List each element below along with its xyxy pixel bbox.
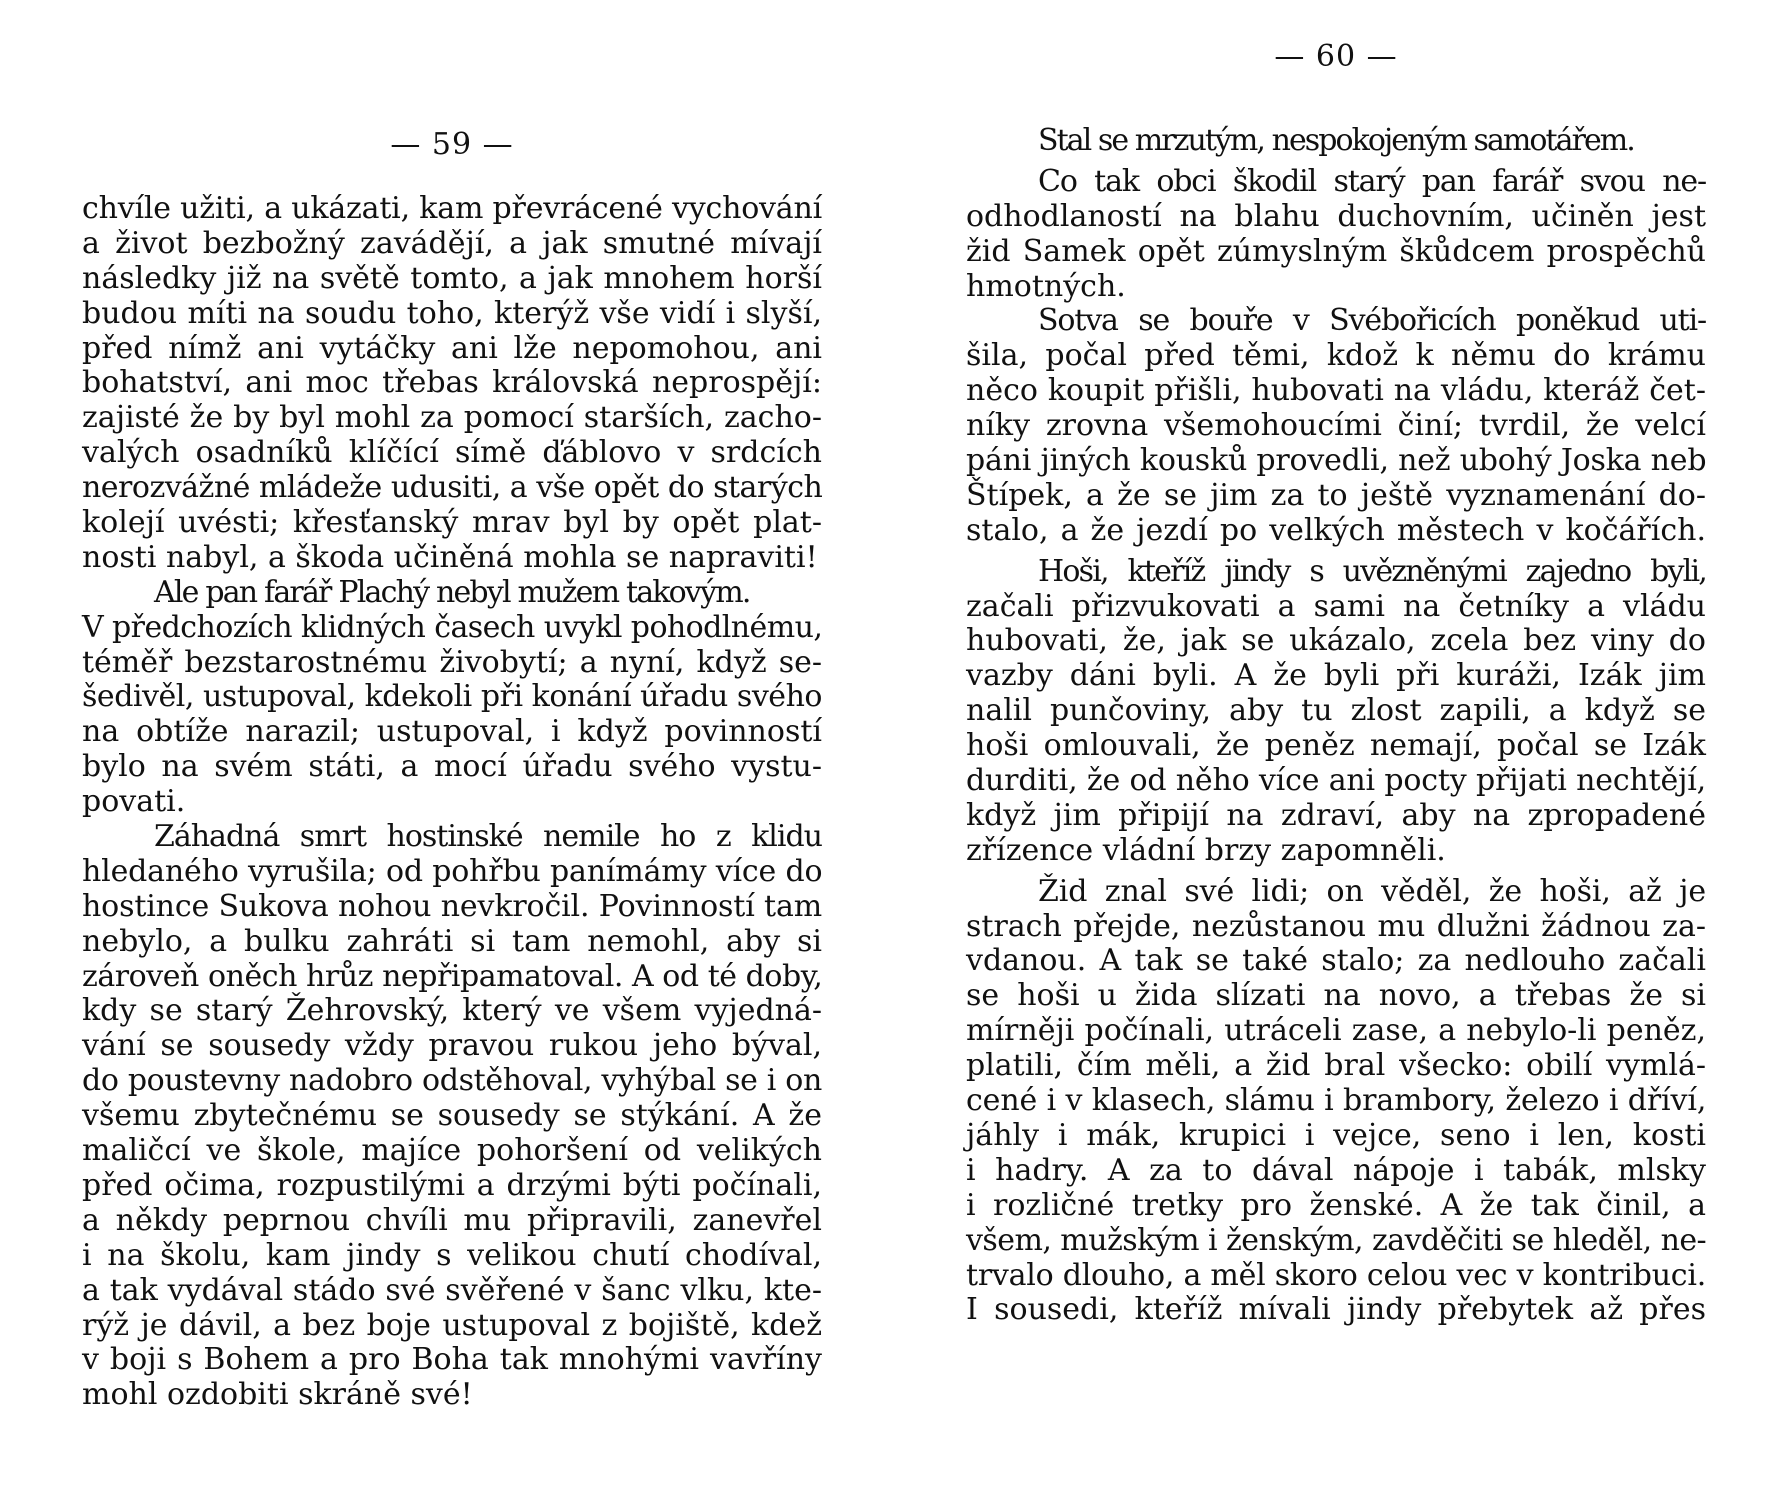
text-line: na obtíže narazil; ustupoval, i když povinností [82, 714, 822, 750]
text-line: v boji s Bohem a pro Boha tak mnohými vavříny [82, 1342, 822, 1378]
text-line: nebylo, a bulku zahráti si tam nemohl, aby si [82, 923, 822, 959]
text-line: do poustevny nadobro odstěhoval, vyhýbal se i on [82, 1063, 822, 1099]
text-line: kolejí uvésti; křesťanský mrav byl by opět plat- [82, 505, 822, 541]
text-line: Stal se mrzutým, nespokojeným samotářem. [1038, 123, 1634, 158]
text-line: před očima, rozpustilými a drzými býti počínali, [82, 1167, 822, 1203]
text-line: povati. [82, 784, 186, 820]
text-line: stalo, a že jezdí po velkých městech v kočářích. [966, 512, 1706, 548]
text-line: hubovati, že, jak se ukázalo, zcela bez viny do [966, 623, 1706, 659]
text-line: hostince Sukova nohou nevkročil. Povinností tam [82, 888, 822, 924]
text-line: i hadry. A za to dával nápoje i tabák, mlsky [966, 1152, 1706, 1188]
text-line: zajisté že by byl mohl za pomocí starších, zacho- [82, 400, 822, 436]
text-line: i rozličné tretky pro ženské. A že tak činil, a [966, 1187, 1706, 1223]
text-line: zřízence vládní brzy zapomněli. [966, 832, 1446, 868]
text-line: i na školu, kam jindy s velikou chutí chodíval, [82, 1237, 822, 1273]
page-number-right: — 60 — [1274, 39, 1398, 74]
text-line: budou míti na soudu toho, kterýž vše vidí i slyší, [82, 295, 822, 331]
text-line: cené i v klasech, slámu i brambory, železo i dříví, [966, 1083, 1707, 1119]
text-line: Hoši, kteříž jindy s uvězněnými zajedno byli, [1038, 553, 1706, 589]
text-line: se hoši u žida slízati na novo, a třebas že si [966, 978, 1706, 1014]
text-line: trvalo dlouho, a měl skoro celou vec v kontribuci. [966, 1257, 1706, 1293]
text-line: Žid znal své lidi; on věděl, že hoši, až je [1038, 873, 1706, 909]
text-line: vazby dáni byli. A že byli při kuráži, Izák jim [966, 658, 1706, 694]
text-line: a někdy peprnou chvíli mu připravili, zanevřel [82, 1202, 822, 1238]
text-line: šedivěl, ustupoval, kdekoli při konání úřadu svého [82, 679, 822, 715]
text-line: žid Samek opět zúmyslným škůdcem prospěchů [966, 233, 1706, 269]
text-line: začali přizvukovati a sami na četníky a vládu [966, 588, 1706, 624]
text-line: před nímž ani vytáčky ani lže nepomohou, ani [82, 330, 822, 366]
text-line: nosti nabyl, a škoda učiněná mohla se napraviti! [82, 539, 818, 575]
text-line: chvíle užiti, a ukázati, kam převrácené vychování [82, 191, 822, 226]
text-line: následky již na světě tomto, a jak mnohem horší [82, 260, 822, 296]
text-line: níky zrovna všemohoucími činí; tvrdil, že velcí [966, 408, 1706, 444]
text-line: Co tak obci škodil starý pan farář svou ne- [1038, 163, 1706, 199]
text-line: jáhly i mák, krupici i vejce, seno i len, kosti [966, 1117, 1706, 1153]
text-line: nerozvážné mládeže udusiti, a vše opět do starých [82, 470, 823, 506]
text-line: hoši omlouvali, že peněz nemají, počal se Izák [966, 728, 1706, 764]
text-line: bylo na svém státi, a mocí úřadu svého vystu- [82, 749, 822, 785]
text-line: když jim připijí na zdraví, aby na zpropadené [966, 797, 1706, 833]
right-page [966, 40, 1706, 1328]
text-line: strach přejde, nezůstanou mu dlužni žádnou za- [966, 908, 1706, 944]
text-line: vání se sousedy vždy pravou rukou jeho býval, [82, 1028, 822, 1064]
text-line: a tak vydával stádo své svěřené v šanc vlku, kte- [82, 1272, 822, 1308]
text-line: Ale pan farář Plachý nebyl mužem takovým. [154, 574, 750, 610]
text-line: a život bezbožný zavádějí, a jak smutné mívají [82, 225, 822, 261]
text-line: téměř bezstarostnému živobytí; a nyní, když se- [82, 644, 822, 680]
page-number-left: — 59 — [390, 127, 514, 162]
text-line: I sousedi, kteříž mívali jindy přebytek až přes [966, 1292, 1706, 1328]
text-line: mohl ozdobiti skráně své! [82, 1377, 473, 1413]
text-line: šila, počal před těmi, kdož k němu do krámu [966, 338, 1706, 374]
text-line: bohatství, ani moc třebas královská neprospějí: [82, 365, 822, 401]
text-line: nalil punčoviny, aby tu zlost zapili, a když se [966, 693, 1706, 729]
text-line: valých osadníků klíčící símě ďáblovo v srdcích [82, 435, 822, 471]
text-line: maličcí ve škole, majíce pohoršení od velikých [82, 1133, 822, 1169]
text-line: něco koupit přišli, hubovati na vládu, kteráž čet- [966, 373, 1706, 409]
text-line: kdy se starý Žehrovský, který ve všem vyjedná- [82, 993, 822, 1029]
right-page-text [966, 124, 1706, 1328]
text-line: všem, mužským i ženským, zavděčiti se hleděl, ne- [966, 1222, 1707, 1258]
left-page [82, 128, 822, 1413]
left-page-text [82, 192, 822, 1413]
text-line: Sotva se bouře v Svébořicích poněkud uti- [1038, 303, 1706, 339]
text-line: páni jiných kousků provedli, než ubohý Joska neb [966, 443, 1707, 479]
text-line: hmotných. [966, 268, 1126, 304]
text-line: Štípek, a že se jim za to ještě vyznamenání do- [966, 477, 1706, 513]
text-line: hledaného vyrušila; od pohřbu panímámy více do [82, 853, 823, 889]
text-line: platili, čím měli, a žid bral všecko: obilí vymlá- [966, 1048, 1706, 1084]
text-line: rýž je dávil, a bez boje ustupoval z bojiště, kdež [82, 1307, 822, 1343]
text-line: všemu zbytečnému se sousedy se stýkání. A že [82, 1098, 822, 1134]
text-line: odhodlaností na blahu duchovním, učiněn jest [966, 198, 1706, 234]
text-line: V předchozích klidných časech uvykl pohodlnému, [82, 609, 823, 645]
text-line: zároveň oněch hrůz nepřipamatoval. A od té doby, [82, 958, 823, 994]
text-line: mírněji počínali, utráceli zase, a nebylo-li peněz, [966, 1013, 1706, 1049]
text-line: vdanou. A tak se také stalo; za nedlouho začali [966, 943, 1706, 979]
text-line: Záhadná smrt hostinské nemile ho z klidu [154, 819, 822, 855]
text-line: durditi, že od něho více ani pocty přijati nechtějí, [966, 763, 1706, 799]
